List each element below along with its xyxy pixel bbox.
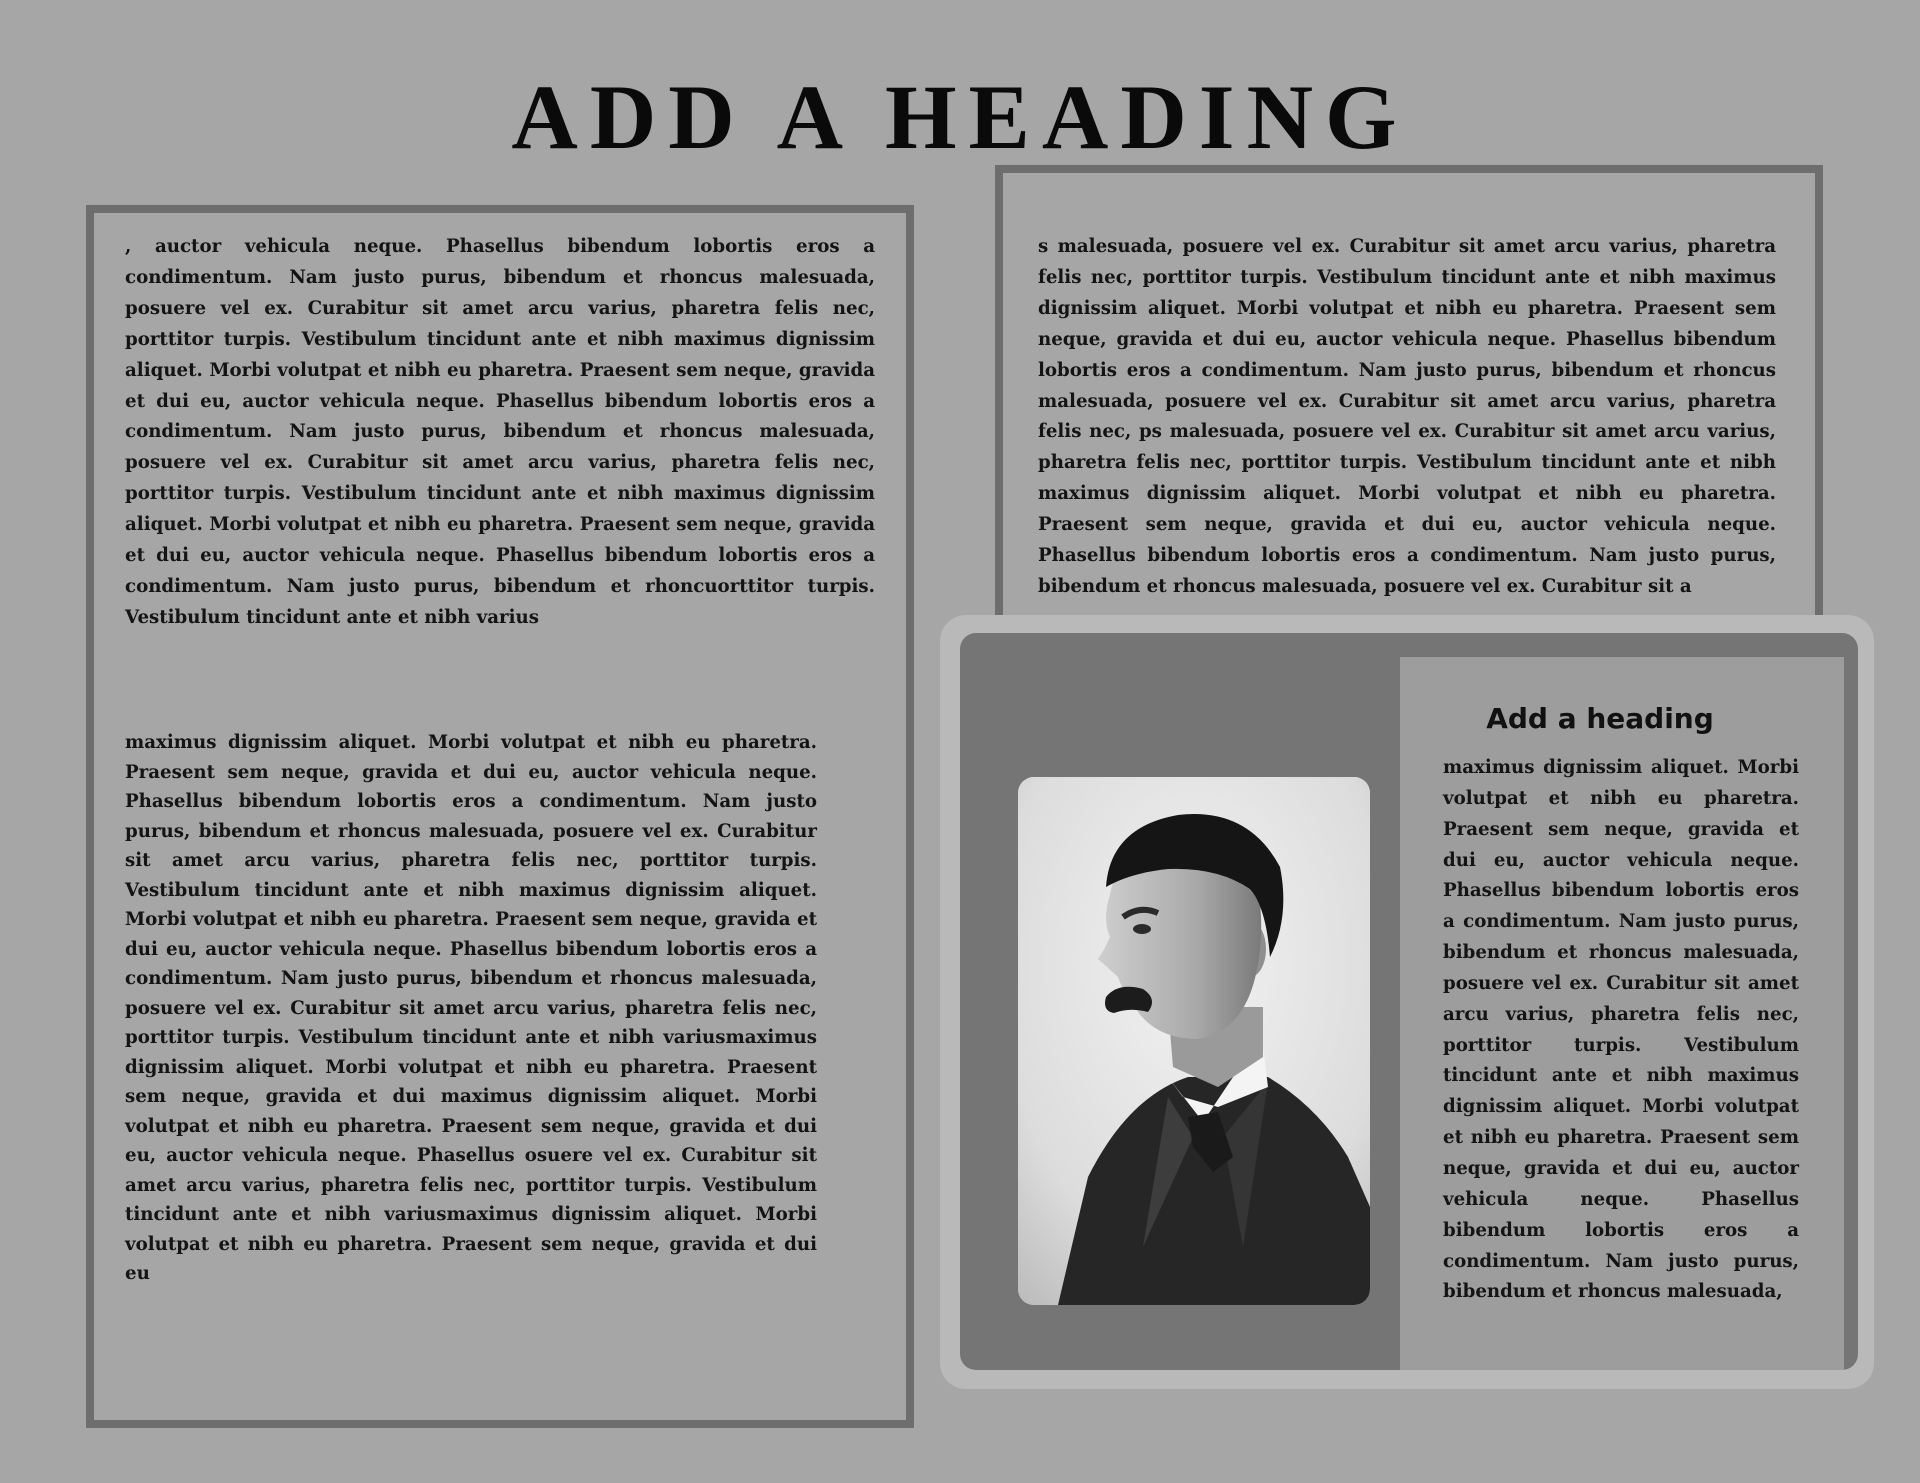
left-column-paragraph-2: maximus dignissim aliquet. Morbi volutpat et nibh eu pharetra. Praesent sem neque, gravida et dui eu, auctor vehicula neque. Phasellus bibendum lobortis eros a condimentum. Nam justo purus, bibendum et rhoncus malesuada, posuere vel ex. Curabitur sit amet arcu varius, pharetra felis nec, porttitor turpis. Vestibulum tincidunt ante et nibh maximus dignissim aliquet. Morbi volutpat et nibh eu pharetra. Praesent sem neque, gravida et dui eu, auctor vehicula neque. Phasellus bibendum lobortis eros a condimentum. Nam justo purus, bibendum et rhoncus malesuada, posuere vel ex. Curabitur sit amet arcu varius, pharetra felis nec, porttitor turpis. Vestibulum tincidunt ante et nibh variusmaximus dignissim aliquet. Morbi volutpat et nibh eu pharetra. Praesent sem neque, gravida et dui maximus dignissim aliquet. Morbi volutpat et nibh eu pharetra. Praesent sem neque, gravida et dui eu, auctor vehicula neque. Phasellus osuere vel ex. Curabitur sit amet arcu varius, pharetra felis nec, porttitor turpis. Vestibulum tincidunt ante et nibh variusmaximus dignissim aliquet. Morbi volutpat et nibh eu pharetra. Praesent sem neque, gravida et dui eu: [125, 732, 817, 1284]
page-heading: ADD A HEADING: [511, 66, 1409, 168]
portrait-icon: [1018, 777, 1370, 1305]
feature-card-body: maximus dignissim aliquet. Morbi volutpat et nibh eu pharetra. Praesent sem neque, gravida et dui eu, auctor vehicula neque. Phasellus bibendum lobortis eros a condimentum. Nam justo purus, bibendum et rhoncus malesuada, posuere vel ex. Curabitur sit amet arcu varius, pharetra felis nec, porttitor turpis. Vestibulum tincidunt ante et nibh maximus dignissim aliquet. Morbi volutpat et nibh eu pharetra. Praesent sem neque, gravida et dui eu, auctor vehicula neque. Phasellus bibendum lobortis eros a condimentum. Nam justo purus, bibendum et rhoncus malesuada,: [1443, 757, 1799, 1303]
right-column-paragraph-1: s malesuada, posuere vel ex. Curabitur sit amet arcu varius, pharetra felis nec, porttitor turpis. Vestibulum tincidunt ante et nibh maximus dignissim aliquet. Morbi volutpat et nibh eu pharetra. Praesent sem neque, gravida et dui eu, auctor vehicula neque. Phasellus bibendum lobortis eros a condimentum. Nam justo purus, bibendum et rhoncus malesuada, posuere vel ex. Curabitur sit amet arcu varius, pharetra felis nec, ps malesuada, posuere vel ex. Curabitur sit amet arcu varius, pharetra felis nec, porttitor turpis. Vestibulum tincidunt ante et nibh maximus dignissim aliquet. Morbi volutpat et nibh eu pharetra. Praesent sem neque, gravida et dui eu, auctor vehicula neque. Phasellus bibendum lobortis eros a condimentum. Nam justo purus, bibendum et rhoncus malesuada, posuere vel ex. Curabitur sit a: [1038, 236, 1776, 597]
portrait-photo: [1018, 777, 1370, 1305]
feature-card-heading: Add a heading: [1486, 702, 1714, 735]
left-column-paragraph-1: , auctor vehicula neque. Phasellus bibendum lobortis eros a condimentum. Nam justo purus, bibendum et rhoncus malesuada, posuere vel ex. Curabitur sit amet arcu varius, pharetra felis nec, porttitor turpis. Vestibulum tincidunt ante et nibh maximus dignissim aliquet. Morbi volutpat et nibh eu pharetra. Praesent sem neque, gravida et dui eu, auctor vehicula neque. Phasellus bibendum lobortis eros a condimentum. Nam justo purus, bibendum et rhoncus malesuada, posuere vel ex. Curabitur sit amet arcu varius, pharetra felis nec, porttitor turpis. Vestibulum tincidunt ante et nibh maximus dignissim aliquet. Morbi volutpat et nibh eu pharetra. Praesent sem neque, gravida et dui eu, auctor vehicula neque. Phasellus bibendum lobortis eros a condimentum. Nam justo purus, bibendum et rhoncuorttitor turpis. Vestibulum tincidunt ante et nibh varius: [125, 236, 875, 628]
